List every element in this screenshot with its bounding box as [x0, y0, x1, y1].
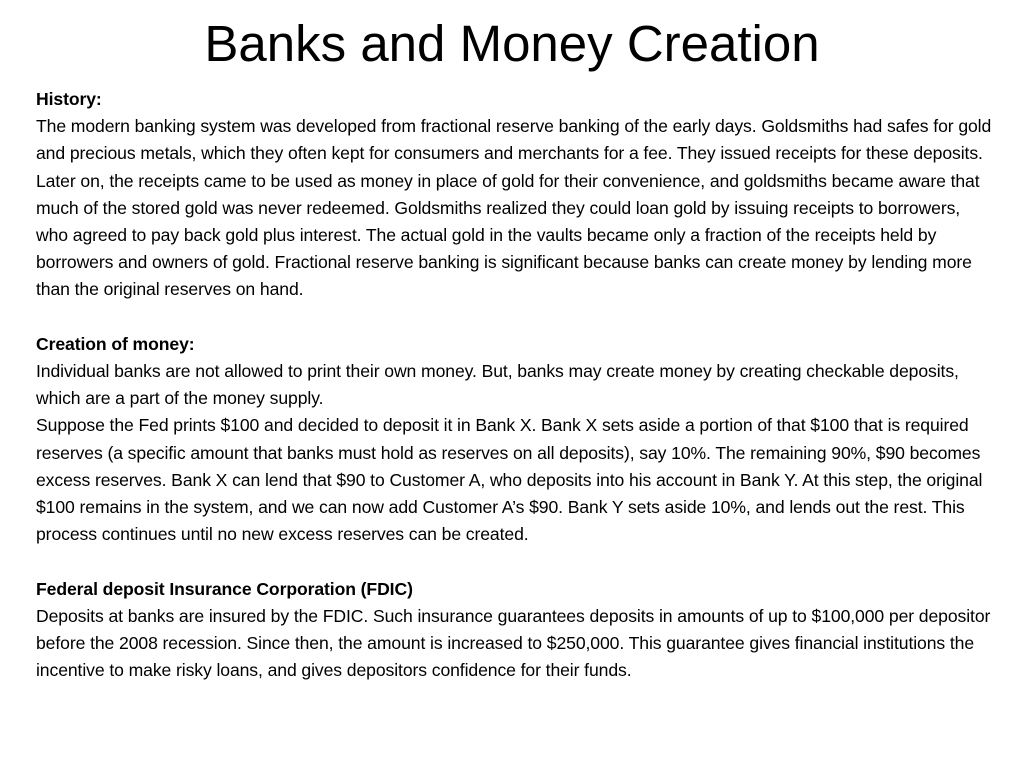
slide-title: Banks and Money Creation [204, 15, 820, 72]
paragraph-creation-intro: Individual banks are not allowed to print their own money. But, banks may create money by creating checkable deposits, which are a part of the money supply. [36, 361, 959, 409]
section-heading-history: History: [36, 89, 102, 109]
section-creation-of-money [36, 331, 996, 549]
paragraph-fdic: Deposits at banks are insured by the FDIC. Such insurance guarantees deposits in amounts of up to $100,000 per depositor before the 2008 recession. Since then, the amount is increased to $250,000. This guarantee gives financial institutions the incentive to make risky loans, and gives depositors confidence for their funds. [36, 605, 991, 681]
section-heading-creation-of-money: Creation of money: [36, 333, 195, 354]
paragraph-creation-example: Suppose the Fed prints $100 and decided to deposit it in Bank X. Bank X sets aside a portion of that $100 that is required reserves (a specific amount that banks must hold as reserves on all deposits), say 10%. The remaining 90%, $90 becomes excess reserves. Bank X can lend that $90 to Customer A, who deposits into his account in Bank Y. At this step, the original $100 remains in the system, and we can now add Customer A’s $90. Bank Y sets aside 10%, and lends out the rest. This process continues until no new excess reserves can be created. [36, 415, 983, 545]
slide-body [36, 86, 996, 684]
section-heading-fdic: Federal deposit Insurance Corporation (FDIC) [36, 578, 413, 599]
section-history [36, 86, 996, 304]
paragraph-history: The modern banking system was developed from fractional reserve banking of the early days. Goldsmiths had safes for gold and precious metals, which they often kept for consumers and merchants for a fee. They issued receipts for these deposits. Later on, the receipts came to be used as money in place of gold for their convenience, and goldsmiths became aware that much of the stored gold was never redeemed. Goldsmiths realized they could loan gold by issuing receipts to borrowers, who agreed to pay back gold plus interest. The actual gold in the vaults became only a fraction of the receipts held by borrowers and owners of gold. Fractional reserve banking is significant because banks can create money by lending more than the original reserves on hand. [36, 116, 992, 300]
section-fdic [36, 576, 996, 685]
